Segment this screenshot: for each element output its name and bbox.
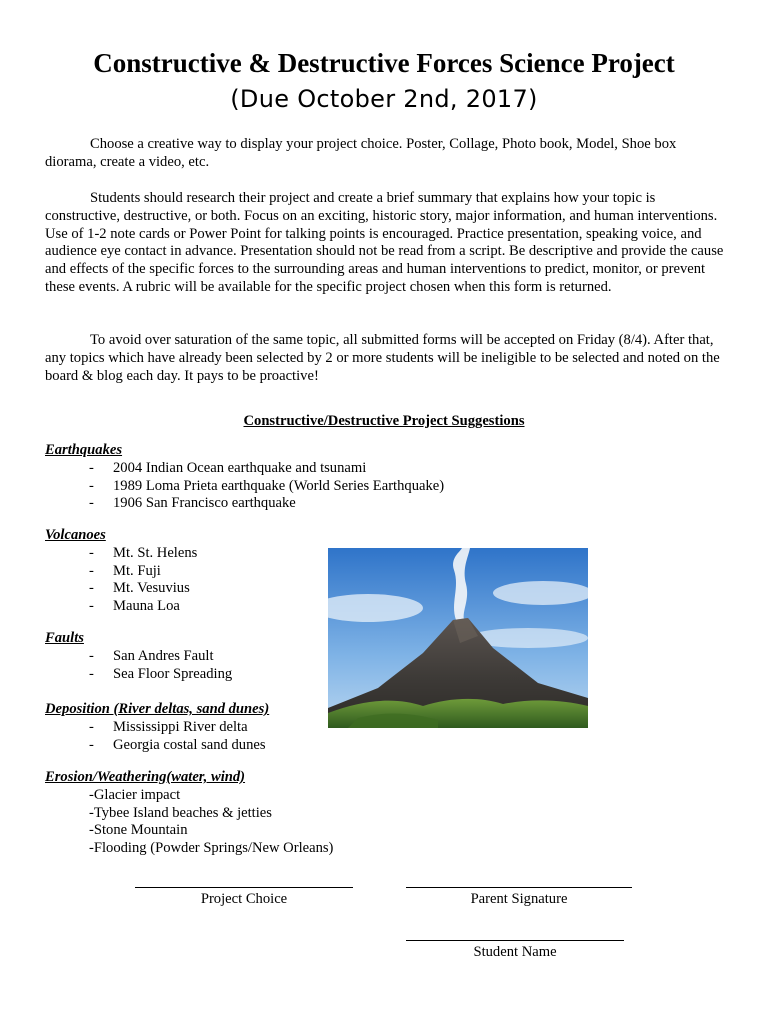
list-item: -Flooding (Powder Springs/New Orleans) — [89, 840, 334, 857]
list-item: - 2004 Indian Ocean earthquake and tsunami — [89, 459, 367, 476]
due-date-subtitle: (Due October 2nd, 2017) — [230, 85, 538, 113]
parent-signature-line[interactable] — [406, 877, 632, 888]
list-item: - Mississippi River delta — [89, 718, 248, 735]
earthquakes-heading: Earthquakes — [45, 442, 123, 458]
volcanoes-section — [45, 527, 345, 616]
list-item: -Stone Mountain — [89, 822, 188, 839]
volcanoes-heading: Volcanoes — [45, 527, 106, 543]
student-name-field[interactable] — [406, 930, 624, 961]
earthquakes-section — [45, 442, 505, 513]
project-choice-label: Project Choice — [200, 891, 288, 907]
list-item: -Tybee Island beaches & jetties — [89, 804, 272, 821]
instructions-paragraph: Students should research their project and create a brief summary that explains how your topic is constructive, destructive, or both. Focus on an exciting, historic story, major information, and human interventions. Use of 1-2 note cards or Power Point for talking points is encouraged. Practice presentation, speaking voice, and audience eye contact in advance. Presentation should not be read from a script. Be descriptive and provide the cause and effects of the specific forces to the surrounding areas and human interventions to predict, monitor, or prevent these events. A rubric will be available for the specific project chosen when this form is returned. — [45, 190, 724, 295]
list-item: - Mt. Fuji — [89, 562, 161, 579]
deadline-paragraph: To avoid over saturation of the same topic, all submitted forms will be accepted on Friday (8/4). After that, any topics which have already been selected by 2 or more students will be ineligible to be selected and noted on the board & blog each day. It pays to be proactive! — [45, 332, 720, 384]
erosion-heading: Erosion/Weathering(water, wind) — [45, 769, 246, 785]
list-item: - Georgia costal sand dunes — [89, 736, 266, 753]
parent-signature-label: Parent Signature — [470, 891, 568, 907]
list-item: - 1989 Loma Prieta earthquake (World Series Earthquake) — [89, 477, 445, 494]
faults-heading: Faults — [45, 630, 84, 646]
erosion-section — [45, 769, 345, 858]
list-item: - Mauna Loa — [89, 598, 180, 615]
list-item: - 1906 San Francisco earthquake — [89, 495, 296, 512]
list-item: - San Andres Fault — [89, 647, 214, 664]
list-item: - Mt. Vesuvius — [89, 580, 190, 597]
intro-paragraph: Choose a creative way to display your project choice. Poster, Collage, Photo book, Model, Shoe box diorama, create a video, etc. — [45, 136, 677, 170]
suggestions-heading: Constructive/Destructive Project Suggestions — [243, 413, 525, 429]
deposition-heading: Deposition (River deltas, sand dunes) — [45, 701, 270, 717]
page-title: Constructive & Destructive Forces Science Project — [93, 48, 675, 78]
project-choice-line[interactable] — [135, 877, 353, 888]
project-choice-field[interactable] — [135, 877, 353, 908]
faults-section — [45, 630, 345, 683]
list-item: - Mt. St. Helens — [89, 544, 198, 561]
volcano-image — [328, 548, 588, 728]
deposition-section — [45, 701, 345, 754]
student-name-label: Student Name — [473, 944, 557, 960]
list-item: - Sea Floor Spreading — [89, 665, 233, 682]
list-item: -Glacier impact — [89, 786, 181, 803]
student-name-line[interactable] — [406, 930, 624, 941]
parent-signature-field[interactable] — [406, 877, 632, 908]
